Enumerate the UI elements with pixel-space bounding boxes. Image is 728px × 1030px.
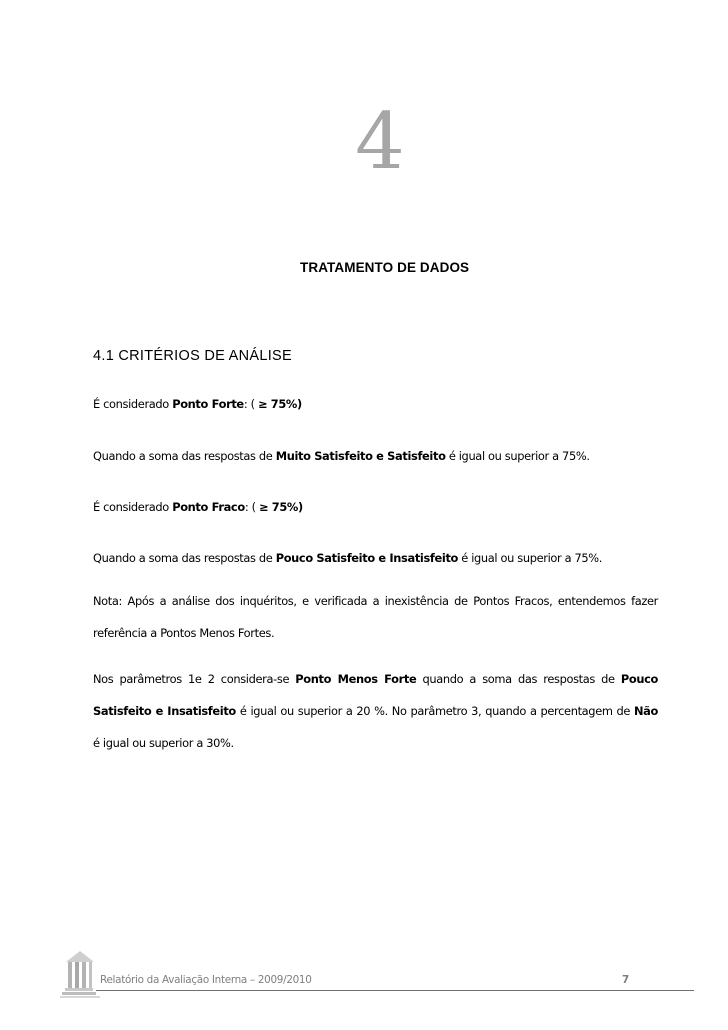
threshold-value: ≥ 75%) — [257, 397, 302, 411]
term-ponto-fraco: Ponto Fraco — [172, 500, 245, 514]
chapter-title: TRATAMENTO DE DADOS — [300, 260, 470, 275]
text-fragment: : ( — [243, 397, 258, 411]
section-heading: 4.1 CRITÉRIOS DE ANÁLISE — [93, 348, 292, 364]
term-satisfeito-insatisfeito: Satisfeito e Insatisfeito — [93, 704, 236, 718]
term-ponto-forte: Ponto Forte — [172, 397, 244, 411]
chapter-number: 4 — [355, 97, 405, 187]
term-nao: Não — [634, 704, 658, 718]
paragraph-ponto-fraco-definition — [93, 542, 658, 574]
text-fragment: é igual ou superior a 75%. — [458, 551, 603, 565]
nota-line-1: Nota: Após a análise dos inquéritos, e verificada a inexistência de Pontos Fracos, entendemos fazer — [93, 594, 658, 608]
menos-forte-line-2 — [93, 695, 658, 727]
paragraph-nota — [93, 585, 658, 649]
nota-line-2: referência a Pontos Menos Fortes. — [93, 626, 275, 640]
menos-forte-line-1 — [93, 663, 658, 695]
text-fragment: É considerado — [93, 500, 173, 514]
term-pouco: Pouco — [620, 672, 658, 686]
text-fragment: : ( — [244, 500, 259, 514]
page-number: 7 — [622, 974, 630, 986]
text-fragment: Quando a soma das respostas de — [93, 449, 276, 463]
footer-report-title: Relatório da Avaliação Interna – 2009/2010 — [100, 974, 312, 986]
term-ponto-menos-forte: Ponto Menos Forte — [295, 672, 417, 686]
text-fragment: Nos parâmetros 1e 2 considera-se — [93, 672, 296, 686]
term-muito-satisfeito: Muito Satisfeito e Satisfeito — [275, 449, 446, 463]
text-fragment: É considerado — [93, 397, 173, 411]
text-fragment: é igual ou superior a 75%. — [445, 449, 590, 463]
threshold-value: ≥ 75%) — [258, 500, 303, 514]
term-pouco-satisfeito: Pouco Satisfeito e Insatisfeito — [275, 551, 459, 565]
paragraph-ponto-forte — [93, 388, 658, 420]
menos-forte-line-3: é igual ou superior a 30%. — [93, 736, 234, 750]
text-fragment: Quando a soma das respostas de — [93, 551, 276, 565]
page-footer — [60, 940, 660, 1000]
paragraph-menos-forte — [93, 663, 658, 759]
footer-divider — [96, 990, 694, 991]
school-building-logo-icon — [60, 948, 100, 1000]
text-fragment: é igual ou superior a 20 %. No parâmetro 3, quando a percentagem de — [235, 704, 634, 718]
text-fragment: quando a soma das respostas de — [416, 672, 621, 686]
paragraph-ponto-fraco — [93, 491, 658, 523]
paragraph-ponto-forte-definition — [93, 440, 658, 472]
